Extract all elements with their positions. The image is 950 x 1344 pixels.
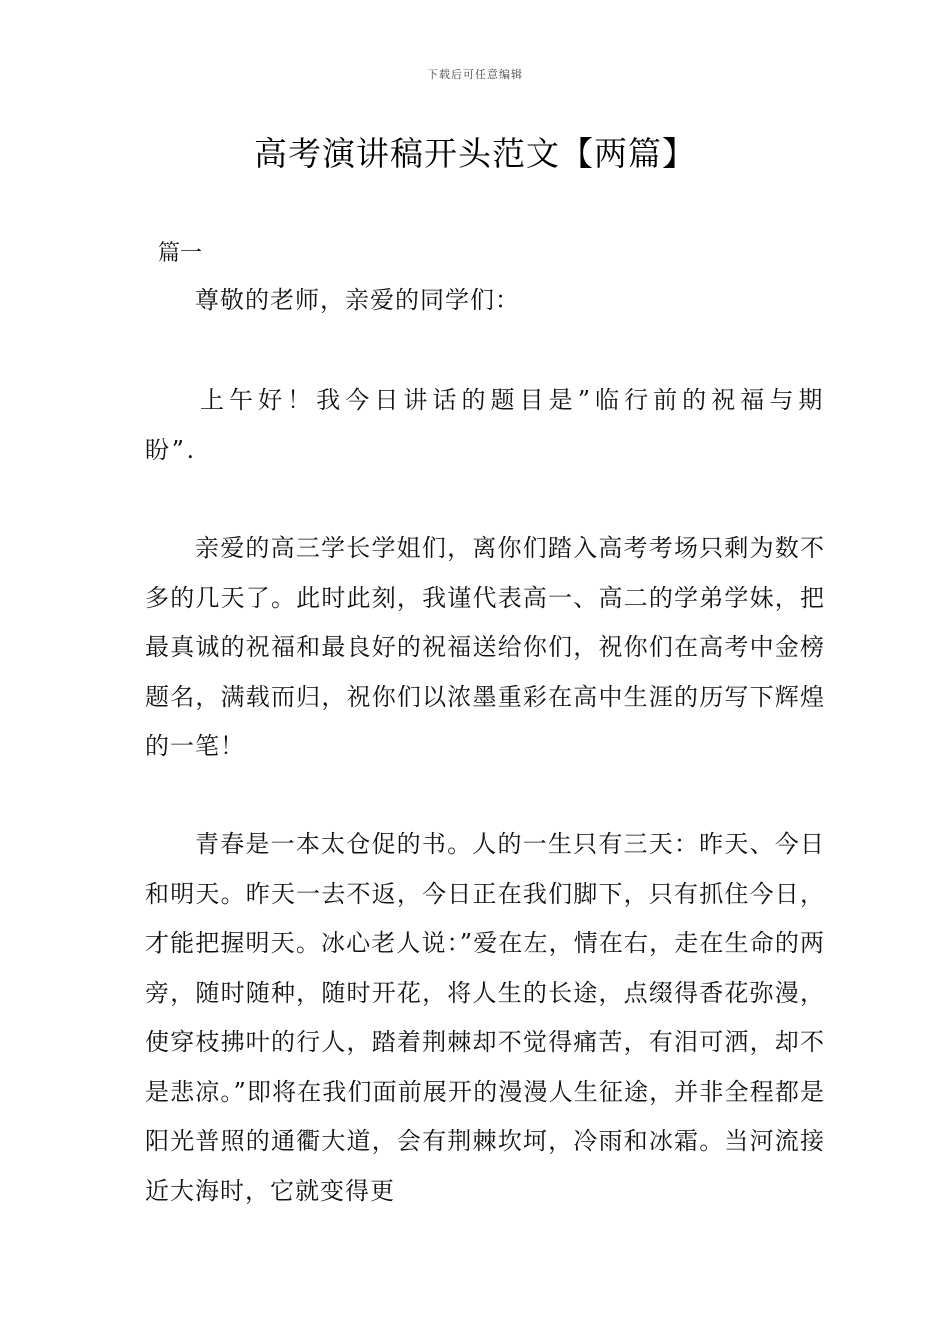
page-header-note: 下载后可任意编辑 bbox=[427, 68, 523, 81]
body-paragraph-3: 青春是一本太仓促的书。人的一生只有三天：昨天、今日和明天。昨天一去不返，今日正在我们脚下，只有抓住今日，才能把握明天。冰心老人说：”爱在左，情在右，走在生命的两旁，随时随种，随时开花，将人生的长途，点缀得香花弥漫，使穿枝拂叶的行人，踏着荆棘却不觉得痛苦，有泪可洒，却不是悲凉。”即将在我们面前展开的漫漫人生征途，并非全程都是阳光普照的通衢大道，会有荆棘坎坷，冷雨和冰霜。当河流接近大海时，它就变得更 bbox=[145, 830, 825, 1205]
document-title: 高考演讲稿开头范文【两篇】 bbox=[254, 134, 696, 173]
section-label: 篇一 bbox=[158, 241, 203, 266]
body-paragraph-1: 上午好！我今日讲话的题目是”临行前的祝福与期盼”. bbox=[145, 386, 825, 464]
greeting-paragraph: 尊敬的老师，亲爱的同学们： bbox=[195, 286, 520, 314]
body-paragraph-2: 亲爱的高三学长学姐们，离你们踏入高考考场只剩为数不多的几天了。此时此刻，我谨代表高一、高二的学弟学妹，把最真诚的祝福和最良好的祝福送给你们，祝你们在高考中金榜题名，满载而归，祝你们以浓墨重彩在高中生涯的历写下辉煌的一笔！ bbox=[145, 534, 825, 760]
